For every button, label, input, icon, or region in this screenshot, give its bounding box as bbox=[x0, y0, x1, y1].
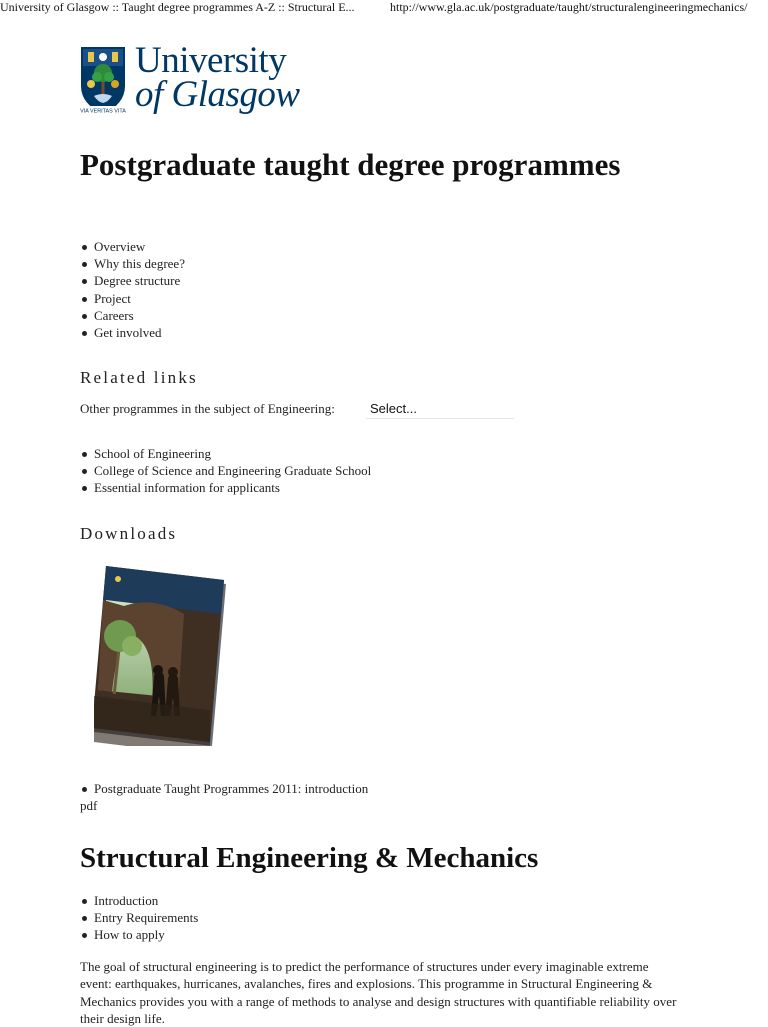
university-wordmark bbox=[135, 40, 300, 115]
page-title: Postgraduate taught degree programmes bbox=[80, 147, 621, 182]
downloads-heading: Downloads bbox=[80, 524, 178, 543]
programme-link-how-to-apply[interactable]: How to apply bbox=[80, 926, 198, 943]
wordmark-line-1: University bbox=[135, 40, 287, 81]
related-link-essential-information[interactable]: Essential information for applicants bbox=[80, 479, 371, 496]
nav-item-why-this-degree[interactable]: Why this degree? bbox=[80, 255, 185, 272]
nav-item-degree-structure[interactable]: Degree structure bbox=[80, 272, 185, 289]
brochure-cover-image[interactable] bbox=[94, 566, 228, 746]
wordmark-line-2: of Glasgow bbox=[135, 74, 300, 115]
university-crest-icon bbox=[80, 46, 126, 116]
programme-intro-paragraph: The goal of structural engineering is to predict the performance of structures under every imaginable extreme event: earthquakes, hurricanes, avalanches, fires and explosions. This programme in Structural Engineering & Mechanics provides you with a range of methods to analyse and design structures with quantifiable reliability over their design life. bbox=[80, 959, 677, 1026]
download-item-title[interactable]: Postgraduate Taught Programmes 2011: introduction bbox=[94, 781, 369, 796]
crest-motto: VIA VERITAS VITA bbox=[80, 108, 126, 115]
brochure-crest-icon bbox=[115, 576, 121, 582]
programme-nav bbox=[80, 892, 198, 944]
nav-item-careers[interactable]: Careers bbox=[80, 307, 185, 324]
section-nav bbox=[80, 238, 185, 341]
download-item-format: pdf bbox=[80, 798, 98, 814]
programme-link-introduction[interactable]: Introduction bbox=[80, 892, 198, 909]
related-link-school-of-engineering[interactable]: School of Engineering bbox=[80, 445, 371, 462]
nav-item-get-involved[interactable]: Get involved bbox=[80, 324, 185, 341]
print-page-url[interactable]: http://www.gla.ac.uk/postgraduate/taught/structuralengineeringmechanics/ bbox=[390, 0, 748, 14]
print-header bbox=[0, 0, 768, 16]
university-logo[interactable] bbox=[80, 40, 310, 118]
programme-select-label: Other programmes in the subject of Engineering: bbox=[80, 401, 335, 416]
nav-item-overview[interactable]: Overview bbox=[80, 238, 185, 255]
downloads-list bbox=[80, 780, 420, 814]
nav-item-project[interactable]: Project bbox=[80, 290, 185, 307]
programme-title: Structural Engineering & Mechanics bbox=[80, 842, 539, 874]
print-page-title: University of Glasgow :: Taught degree programmes A-Z :: Structural E... bbox=[0, 0, 355, 14]
programme-link-entry-requirements[interactable]: Entry Requirements bbox=[80, 909, 198, 926]
related-links-heading: Related links bbox=[80, 368, 198, 387]
related-link-graduate-school[interactable]: College of Science and Engineering Graduate School bbox=[80, 462, 371, 479]
related-links-list bbox=[80, 445, 371, 497]
download-item[interactable] bbox=[80, 780, 420, 814]
programme-select[interactable]: Select... bbox=[366, 398, 514, 419]
